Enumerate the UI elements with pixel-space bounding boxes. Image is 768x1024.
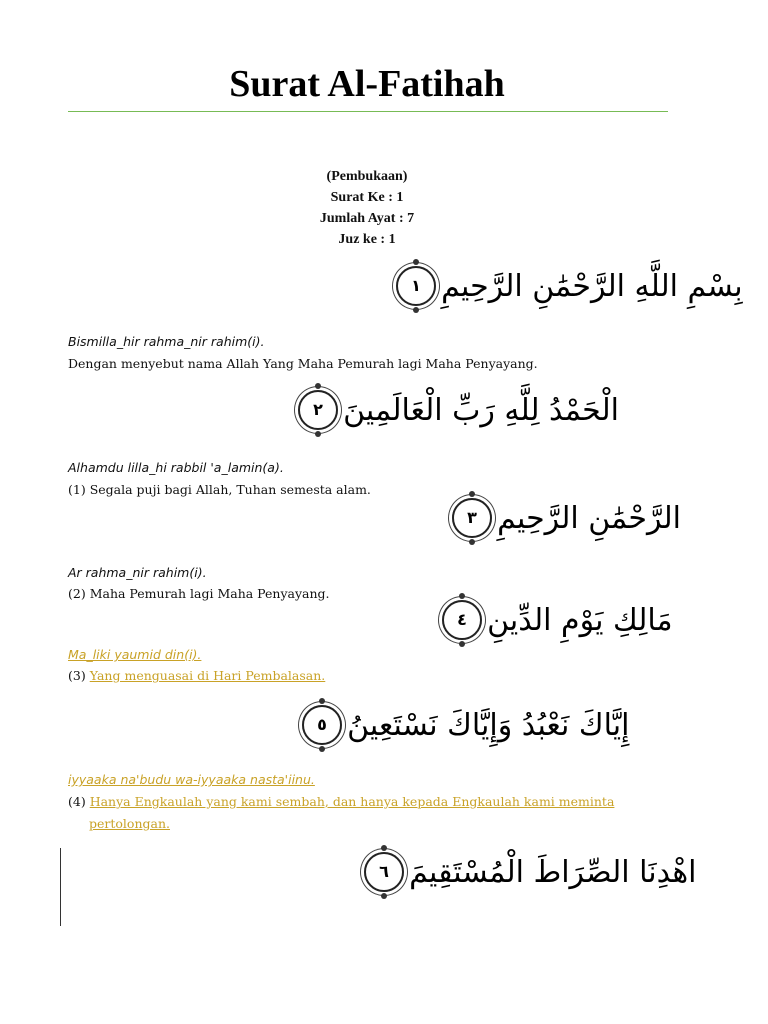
verse-2-arabic: الْحَمْدُ لِلَّهِ رَبِّ الْعَالَمِينَ [343,392,619,428]
verse-2-meaning-text: Segala puji bagi Allah, Tuhan semesta alam. [89,482,371,497]
verse-1-number-icon: ١ [396,266,436,306]
verse-2-arabic-line [284,390,619,430]
verse-3-number-icon: ٣ [452,498,492,538]
title-divider [68,111,668,112]
verse-5-transliteration: iyyaaka na'budu wa-iyyaaka nasta'iinu. [68,772,315,787]
juz-number: Juz ke : 1 [338,232,396,247]
margin-line [60,848,61,926]
verse-5-meaning-text: Hanya Engkaulah yang kami sembah, dan hanya kepada Engkaulah kami meminta [89,794,615,809]
verse-4-number-icon: ٤ [442,600,482,640]
verse-1-meaning [68,353,538,375]
verse-5-meaning [68,791,614,835]
verse-6-number-icon: ٦ [364,852,404,892]
verse-count: Jumlah Ayat : 7 [319,211,415,226]
verse-5-number-icon: ٥ [302,705,342,745]
verse-2-transliteration: Alhamdu lilla_hi rabbil 'a_lamin(a). [68,460,284,475]
verse-3-arabic: الرَّحْمَٰنِ الرَّحِيمِ [497,500,681,536]
verse-4-meaning [68,665,325,687]
verse-5-meaning-continuation: pertolongan. [89,816,170,831]
verse-3-meaning-text: Maha Pemurah lagi Maha Penyayang. [89,586,330,601]
verse-1-meaning-text: Dengan menyebut nama Allah Yang Maha Pemurah lagi Maha Penyayang. [68,356,538,371]
verse-6-arabic: اهْدِنَا الصِّرَاطَ الْمُسْتَقِيمَ [409,854,697,890]
verse-2-meaning-number: (1) [68,482,86,497]
verse-1-arabic-line [382,266,743,306]
verse-3-meaning [68,583,330,605]
verse-1-arabic: بِسْمِ اللَّهِ الرَّحْمَٰنِ الرَّحِيمِ [441,268,743,304]
verse-1-transliteration: Bismilla_hir rahma_nir rahim(i). [68,334,265,349]
verse-4-meaning-number: (3) [68,668,86,683]
surah-subtitle: (Pembukaan) [326,169,408,184]
verse-4-meaning-text: Yang menguasai di Hari Pembalasan. [89,668,326,683]
page-title: Surat Al-Fatihah [229,63,505,105]
verse-4-arabic: مَالِكِ يَوْمِ الدِّينِ [487,602,673,638]
surah-info [0,166,734,250]
verse-5-arabic-line [288,705,629,745]
verse-6-arabic-line [350,852,697,892]
verse-3-meaning-number: (2) [68,586,86,601]
verse-5-arabic: إِيَّاكَ نَعْبُدُ وَإِيَّاكَ نَسْتَعِينُ [347,707,630,743]
surah-number: Surat Ke : 1 [330,190,404,205]
verse-2-number-icon: ٢ [298,390,338,430]
verse-3-transliteration: Ar rahma_nir rahim(i). [68,565,207,580]
verse-4-transliteration: Ma_liki yaumid din(i). [68,647,202,662]
verse-2-meaning [68,479,371,501]
verse-4-arabic-line [428,600,673,640]
verse-5-meaning-number: (4) [68,794,86,809]
verse-3-arabic-line [438,498,681,538]
